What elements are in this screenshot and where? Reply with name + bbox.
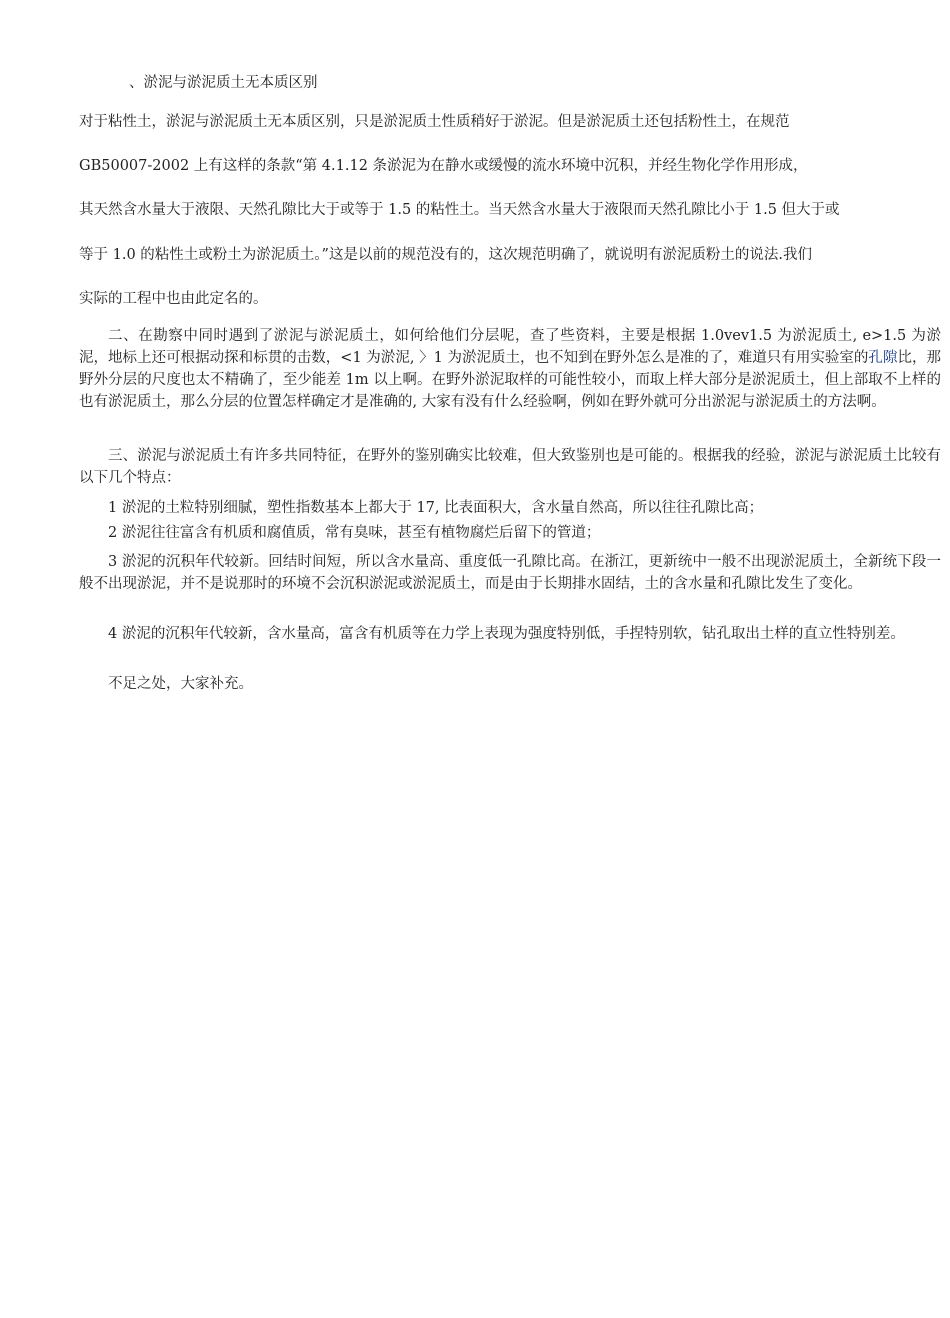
section3-intro: 三、淤泥与淤泥质土有许多共同特征，在野外的鉴别确实比较难，但大致鉴别也是可能的。根据我的经验，淤泥与淤泥质土比较有以下几个特点： xyxy=(79,448,941,486)
section1-line-1: 对于粘性土，淤泥与淤泥质土无本质区别，只是淤泥质土性质稍好于淤泥。但是淤泥质土还包括粉性土，在规范 xyxy=(79,114,790,130)
section2-text-after: 比，那野外分层的尺度也太不精确了，至少能差 1m 以上啊。在野外淤泥取样的可能性较小，而取上样大部分是淤泥质土，但上部取不上样的也有淤泥质土，那么分层的位置怎样确定才是准确的, 大家有没有什么经验啊，例如在野外就可分出淤泥与淤泥质土的方法啊。 xyxy=(79,350,942,410)
section3-point-1: 1 淤泥的土粒特别细腻，塑性指数基本上都大于 17, 比表面积大，含水量自然高，所以往往孔隙比高； xyxy=(108,500,764,516)
section3-closing: 不足之处，大家补充。 xyxy=(108,676,253,692)
section1-heading: 、淤泥与淤泥质土无本质区别 xyxy=(129,75,318,91)
section1-line-4: 等于 1.0 的粘性土或粉土为淤泥质土。”这是以前的规范没有的，这次规范明确了，就说明有淤泥质粉土的说法.我们 xyxy=(79,247,813,263)
section2-text-before: 二、在勘察中同时遇到了淤泥与淤泥质土，如何给他们分层呢，查了些资料，主要是根据 1.0vev1.5 为淤泥质土, e>1.5 为淤泥，地标上还可根据动探和标贯的击数，<1 为淤泥, 〉1 为淤泥质土，也不知到在野外怎么是准的了，难道只有用实验室的 xyxy=(79,328,941,366)
section3-point-4: 4 淤泥的沉积年代较新，含水量高，富含有机质等在力学上表现为强度特别低，手捏特别软，钻孔取出土样的直立性特别差。 xyxy=(108,626,905,642)
section1-line-5: 实际的工程中也由此定名的。 xyxy=(79,291,268,307)
section3-point-2: 2 淤泥往往富含有机质和腐值质，常有臭味，甚至有植物腐烂后留下的管道； xyxy=(108,525,601,541)
pore-link[interactable]: 孔隙 xyxy=(868,350,898,366)
section1-line-2: GB50007-2002 上有这样的条款“第 4.1.12 条淤泥为在静水或缓慢的流水环境中沉积，并经生物化学作用形成， xyxy=(79,158,808,174)
section3-point-3: 3 淤泥的沉积年代较新。回结时间短，所以含水量高、重度低一孔隙比高。在浙江，更新统中一般不出现淤泥质土，全新统下段一般不出现淤泥，并不是说那时的环境不会沉积淤泥或淤泥质土，而是由于长期排水固结，土的含水量和孔隙比发生了变化。 xyxy=(79,554,941,592)
section2-paragraph xyxy=(79,325,941,413)
section1-line-3: 其天然含水量大于液限、天然孔隙比大于或等于 1.5 的粘性土。当天然含水量大于液限而天然孔隙比小于 1.5 但大于或 xyxy=(79,202,840,218)
